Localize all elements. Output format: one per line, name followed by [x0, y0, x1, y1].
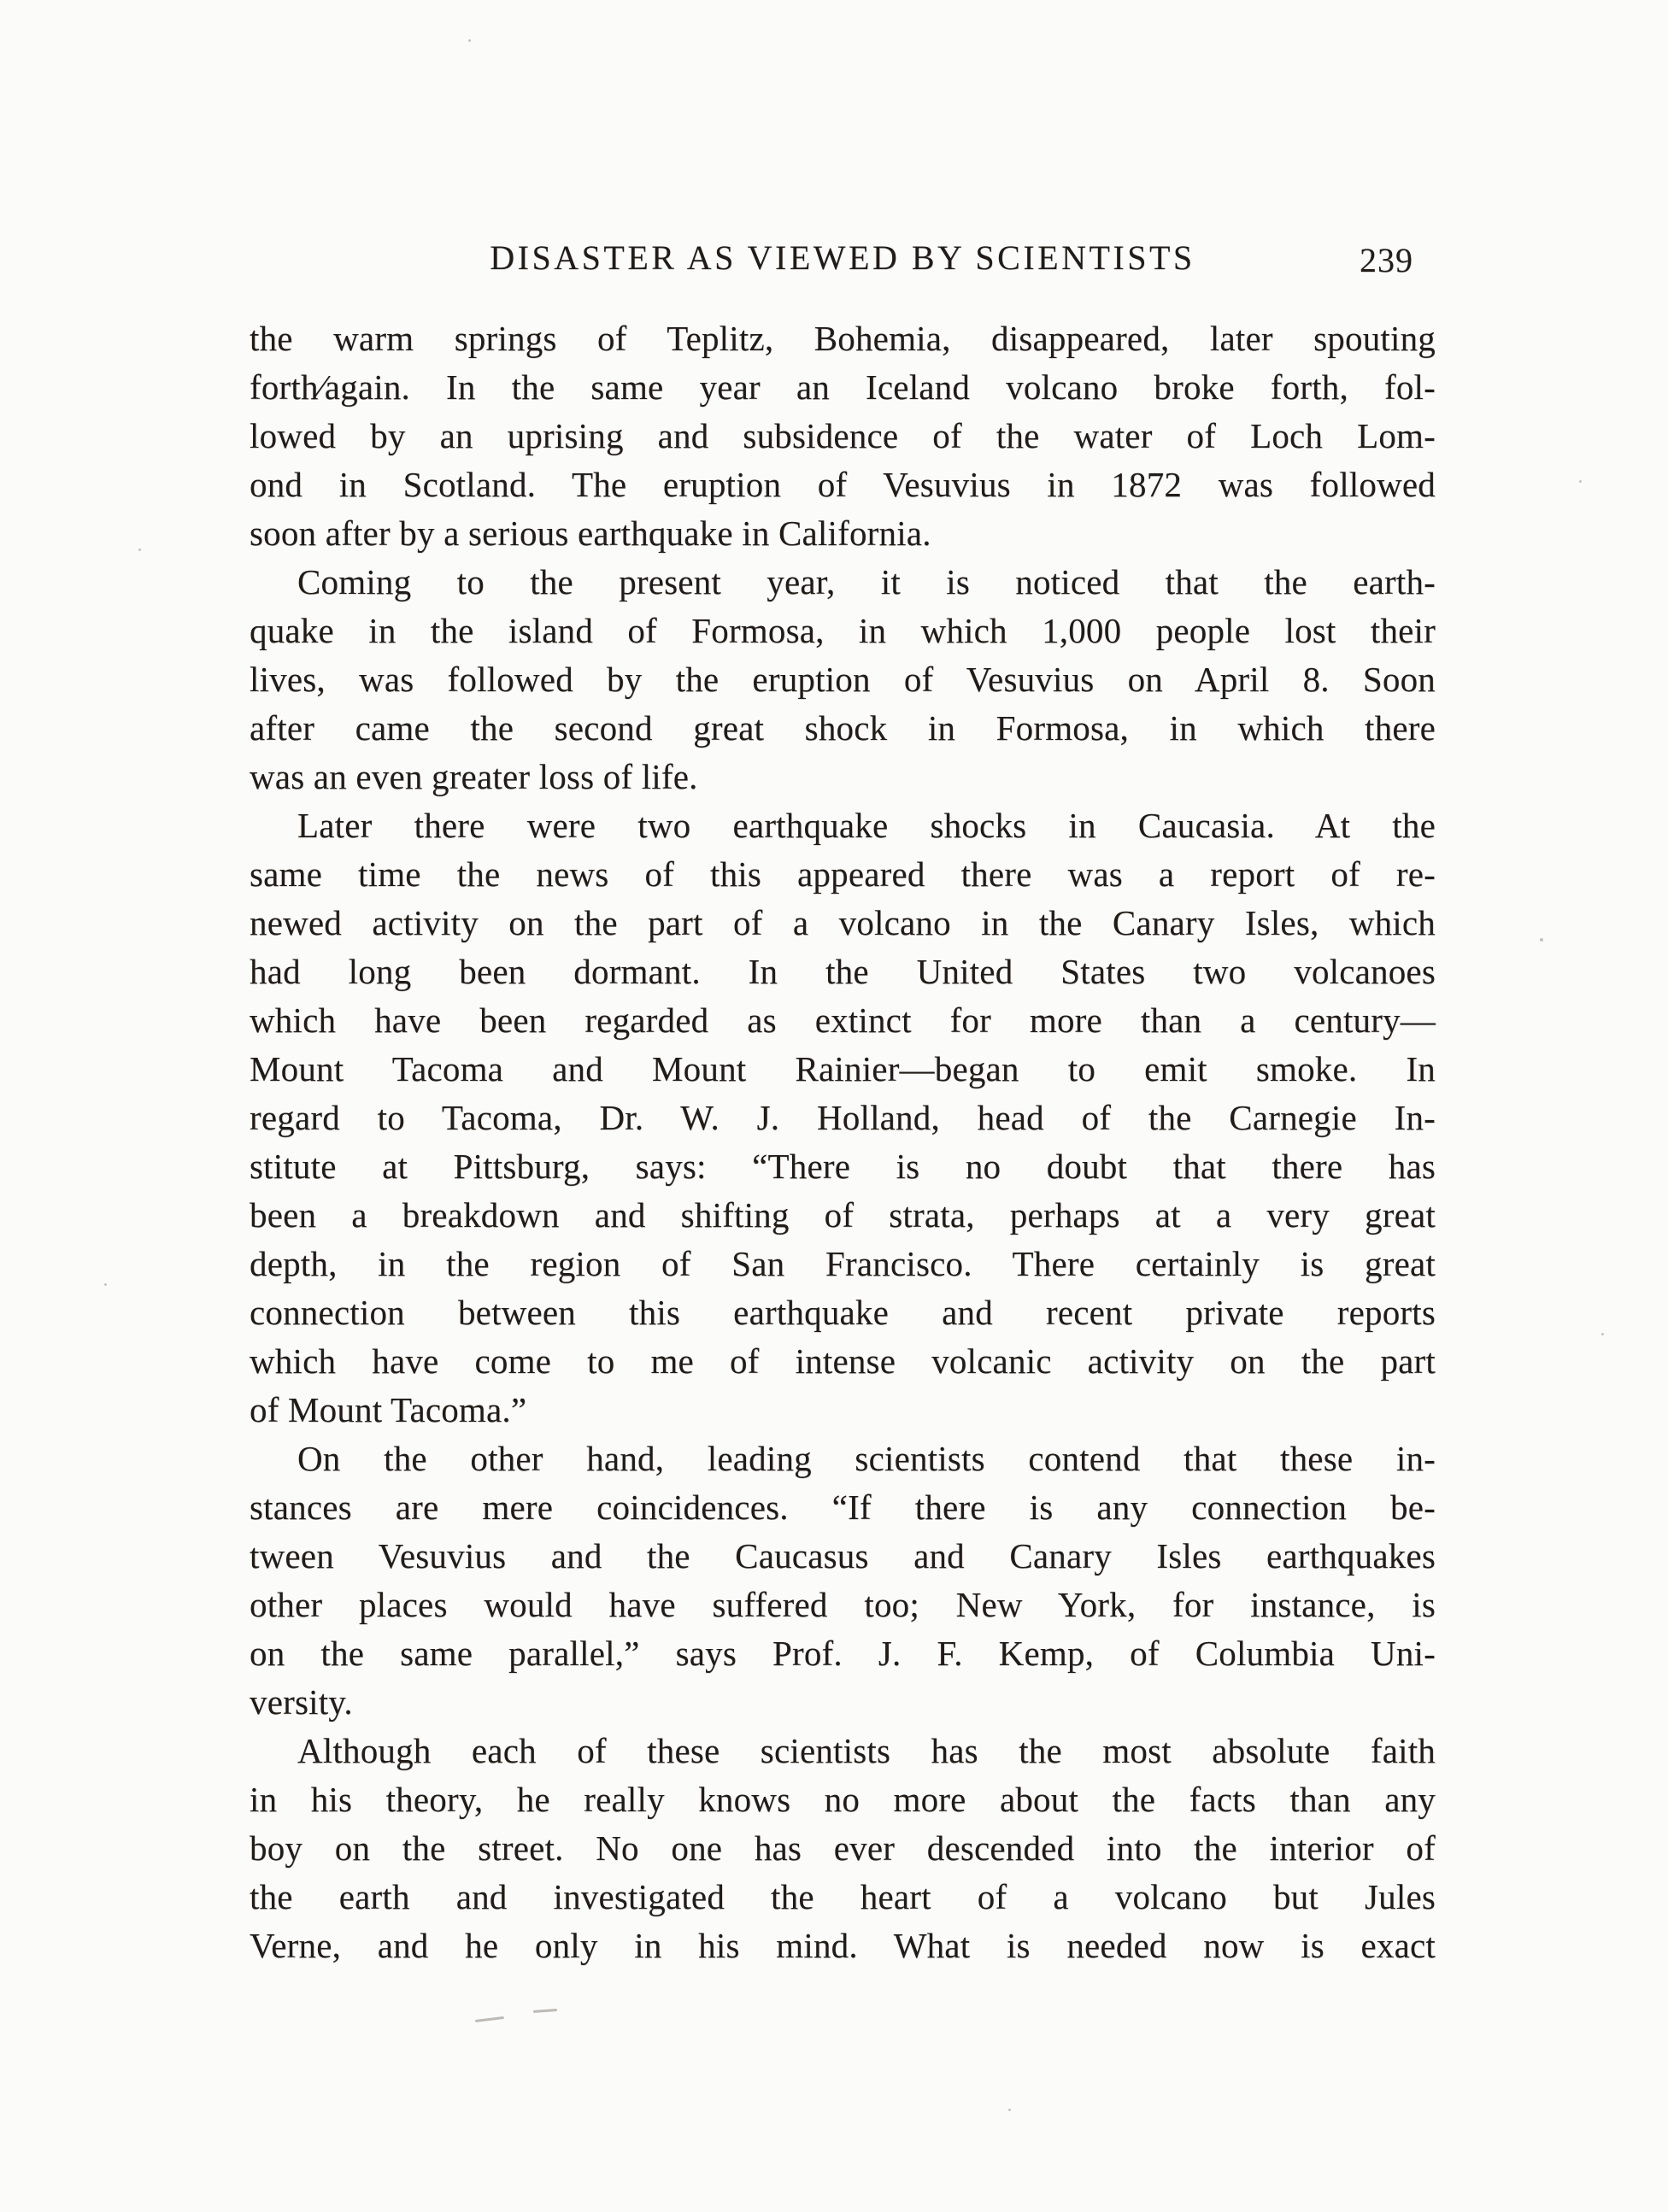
- text-line: Later there were two earthquake shocks in Caucasia. At the: [297, 806, 1436, 845]
- text-line: versity.: [250, 1682, 353, 1722]
- text-line: depth, in the region of San Francisco. There certainly is great: [250, 1244, 1436, 1283]
- scan-speck: [468, 39, 471, 42]
- text-line: boy on the street. No one has ever descended into the interior of: [250, 1828, 1436, 1868]
- body-text: [250, 314, 1436, 1970]
- running-header: [250, 238, 1436, 282]
- running-header-title: DISASTER AS VIEWED BY SCIENTISTS: [490, 238, 1195, 277]
- page-number: 239: [1360, 241, 1413, 279]
- text-line: same time the news of this appeared there was a report of re-: [250, 854, 1436, 894]
- text-line: tween Vesuvius and the Caucasus and Canary Isles earthquakes: [250, 1536, 1436, 1575]
- page-content: [250, 238, 1436, 1970]
- text-line: Mount Tacoma and Mount Rainier—began to emit smoke. In: [250, 1049, 1436, 1088]
- text-line: Although each of these scientists has the most absolute faith: [297, 1731, 1436, 1770]
- scan-pencil-dash: [475, 2016, 504, 2022]
- text-line: Verne, and he only in his mind. What is needed now is exact: [250, 1926, 1436, 1965]
- text-line: connection between this earthquake and recent private reports: [250, 1293, 1436, 1332]
- text-line: the earth and investigated the heart of a volcano but Jules: [250, 1877, 1436, 1916]
- scan-pencil-dash: [533, 2009, 557, 2013]
- text-line: which have come to me of intense volcanic activity on the part: [250, 1341, 1436, 1381]
- text-line: on the same parallel,” says Prof. J. F. Kemp, of Columbia Uni-: [250, 1634, 1436, 1673]
- text-line: stances are mere coincidences. “If there is any connection be-: [250, 1487, 1436, 1527]
- scan-speck: [104, 1283, 107, 1286]
- text-line: had long been dormant. In the United States two volcanoes: [250, 952, 1436, 991]
- text-line: newed activity on the part of a volcano in the Canary Isles, which: [250, 903, 1436, 942]
- text-line: in his theory, he really knows no more about the facts than any: [250, 1780, 1436, 1819]
- text-line: lives, was followed by the eruption of Vesuvius on April 8. Soon: [250, 660, 1436, 699]
- text-line: stitute at Pittsburg, says: “There is no doubt that there has: [250, 1147, 1436, 1186]
- text-line: lowed by an uprising and subsidence of the water of Loch Lom-: [250, 416, 1436, 455]
- scan-speck: [138, 549, 141, 551]
- text-line: ond in Scotland. The eruption of Vesuvius in 1872 was followed: [250, 465, 1436, 504]
- text-line: which have been regarded as extinct for more than a century—: [250, 1000, 1436, 1040]
- text-line: quake in the island of Formosa, in which 1,000 people lost their: [250, 611, 1436, 650]
- text-line: was an even greater loss of life.: [250, 757, 698, 796]
- text-line: of Mount Tacoma.”: [250, 1390, 527, 1429]
- scan-speck: [1579, 480, 1582, 483]
- text-line: soon after by a serious earthquake in California.: [250, 513, 931, 553]
- text-line: On the other hand, leading scientists contend that these in-: [297, 1439, 1436, 1478]
- text-line: been a breakdown and shifting of strata, perhaps at a very great: [250, 1195, 1436, 1235]
- scan-speck: [1008, 2109, 1011, 2111]
- text-line: forth⁄again. In the same year an Iceland volcano broke forth, fol-: [250, 367, 1436, 407]
- text-line: the warm springs of Teplitz, Bohemia, disappeared, later spouting: [250, 319, 1436, 358]
- text-line: Coming to the present year, it is noticed that the earth-: [297, 562, 1436, 601]
- scan-speck: [1540, 938, 1543, 942]
- text-line: after came the second great shock in Formosa, in which there: [250, 708, 1436, 748]
- scan-speck: [1601, 1333, 1604, 1335]
- text-line: other places would have suffered too; New York, for instance, is: [250, 1585, 1436, 1624]
- text-line: regard to Tacoma, Dr. W. J. Holland, head of the Carnegie In-: [250, 1098, 1436, 1137]
